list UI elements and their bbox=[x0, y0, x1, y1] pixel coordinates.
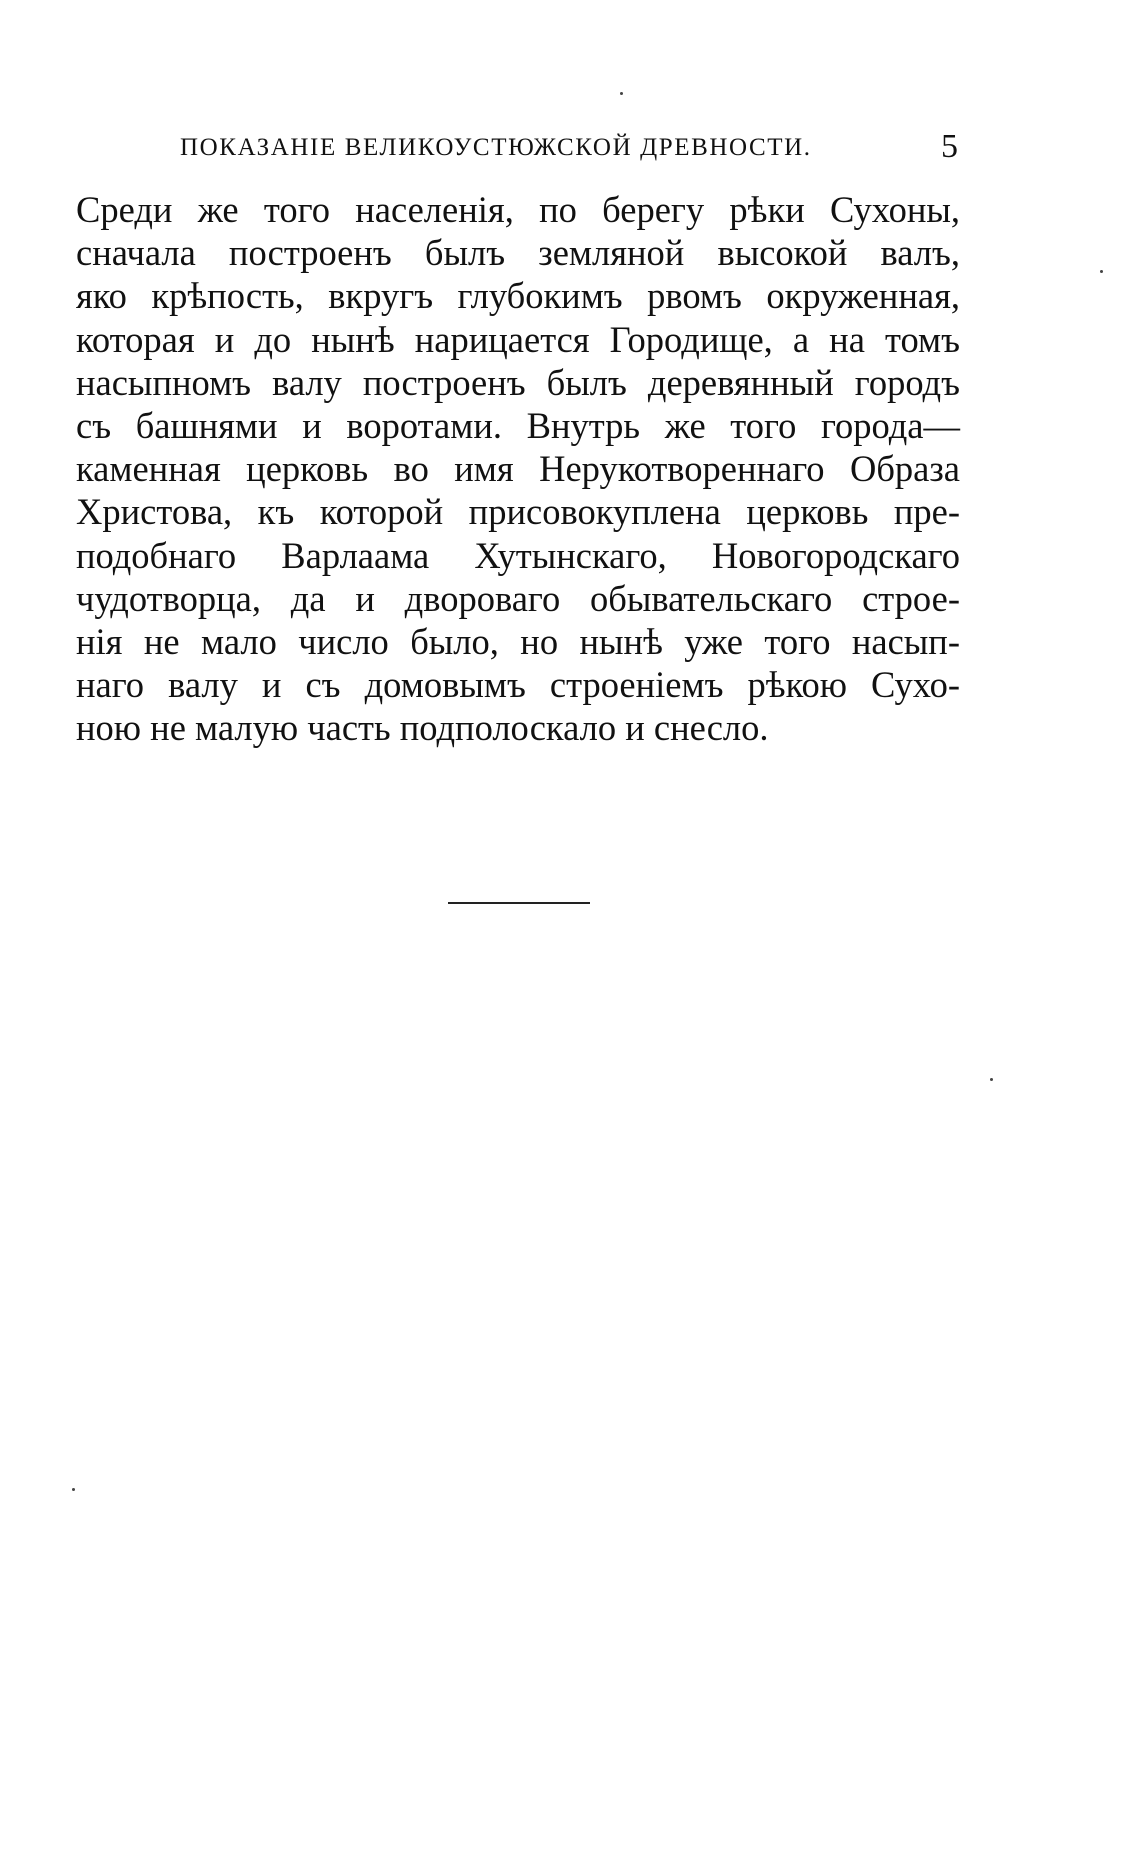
print-speck bbox=[1100, 270, 1103, 273]
text-line: чудотворца, да и двороваго обывательскаго строе- bbox=[76, 577, 960, 619]
print-speck bbox=[990, 1078, 993, 1081]
text-line: каменная церковь во имя Нерукотвореннаго Образа bbox=[76, 448, 960, 490]
text-line: Христова, къ которой присовокуплена церковь пре- bbox=[76, 491, 960, 533]
running-header bbox=[78, 128, 958, 168]
text-line: сначала построенъ былъ земляной высокой валъ, bbox=[76, 232, 960, 274]
body-paragraph bbox=[76, 188, 960, 749]
print-speck bbox=[72, 1488, 75, 1491]
text-line: наго валу и съ домовымъ строеніемъ рѣкою Сухо- bbox=[76, 664, 960, 706]
text-line: которая и до нынѣ нарицается Городище, а на томъ bbox=[76, 318, 960, 360]
text-line: насыпномъ валу построенъ былъ деревянный городъ bbox=[76, 361, 960, 403]
text-line: съ башнями и воротами. Внутрь же того города— bbox=[76, 404, 960, 446]
page-number: 5 bbox=[941, 128, 958, 165]
text-line: яко крѣпость, вкругъ глубокимъ рвомъ окруженная, bbox=[76, 275, 960, 317]
running-title: ПОКАЗАНІЕ ВЕЛИКОУСТЮЖСКОЙ ДРЕВНОСТИ. bbox=[180, 134, 812, 161]
print-speck bbox=[620, 92, 623, 95]
section-end-rule bbox=[448, 902, 590, 904]
text-line: ною не малую часть подполоскало и снесло. bbox=[76, 707, 769, 749]
text-line: подобнаго Варлаама Хутынскаго, Новогородскаго bbox=[76, 534, 960, 576]
text-line: Среди же того населенія, по берегу рѣки Сухоны, bbox=[76, 189, 960, 230]
text-line: нія не мало число было, но нынѣ уже того насып- bbox=[76, 620, 960, 662]
